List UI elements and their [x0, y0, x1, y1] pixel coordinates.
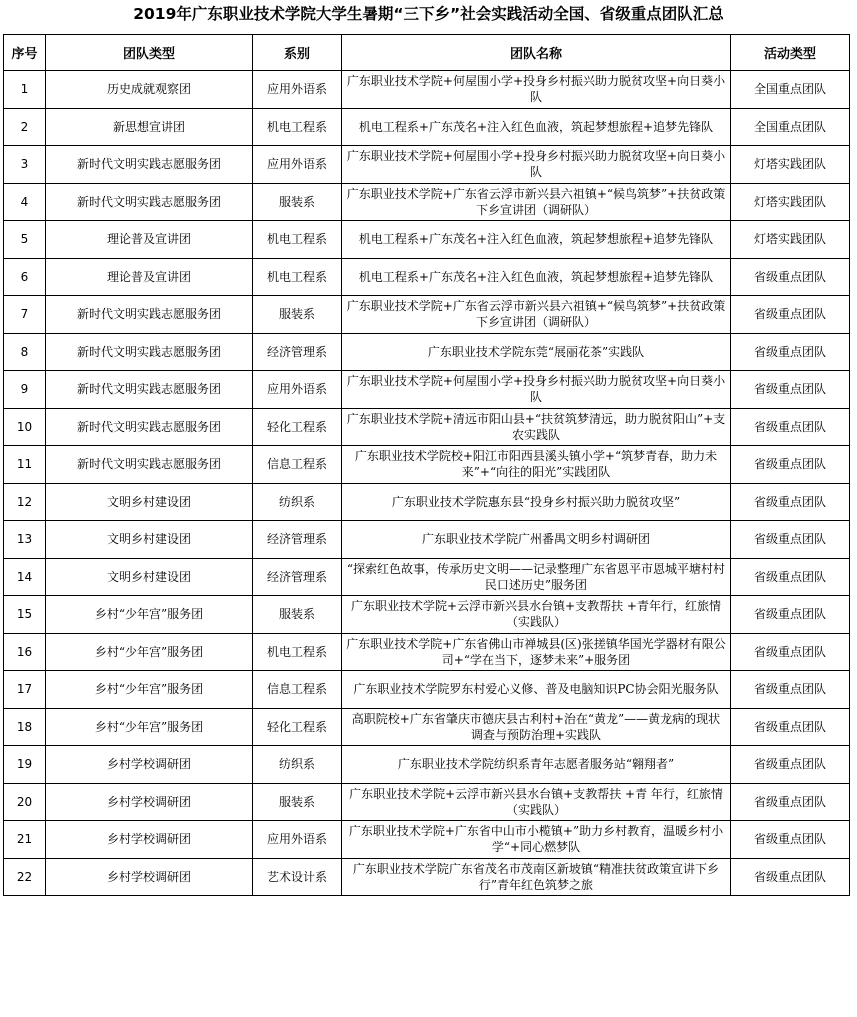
- cell-activity-type: 省级重点团队: [731, 558, 850, 596]
- cell-team-type: 新时代文明实践志愿服务团: [46, 333, 253, 371]
- cell-activity-type: 灯塔实践团队: [731, 221, 850, 259]
- cell-activity-type: 省级重点团队: [731, 633, 850, 671]
- cell-team-type: 乡村“少年宫”服务团: [46, 596, 253, 634]
- cell-team-type: 新思想宣讲团: [46, 108, 253, 146]
- cell-team-name: 广东职业技术学院校+阳江市阳西县溪头镇小学+“筑梦青春，助力未来”+“向往的阳光”实践团队: [342, 446, 731, 484]
- cell-department: 轻化工程系: [253, 708, 342, 746]
- cell-department: 应用外语系: [253, 71, 342, 109]
- cell-activity-type: 省级重点团队: [731, 483, 850, 521]
- cell-team-name: 广东职业技术学院纺织系青年志愿者服务站“翱翔者”: [342, 746, 731, 784]
- cell-serial-number: 12: [4, 483, 46, 521]
- cell-activity-type: 省级重点团队: [731, 296, 850, 334]
- table-row: [4, 446, 850, 484]
- header-team-name: 团队名称: [342, 35, 731, 71]
- cell-team-type: 新时代文明实践志愿服务团: [46, 296, 253, 334]
- table-row: [4, 708, 850, 746]
- cell-team-type: 乡村学校调研团: [46, 858, 253, 896]
- cell-activity-type: 省级重点团队: [731, 596, 850, 634]
- table-row: [4, 671, 850, 709]
- cell-department: 纺织系: [253, 483, 342, 521]
- cell-activity-type: 灯塔实践团队: [731, 146, 850, 184]
- table-row: [4, 371, 850, 409]
- table-row: [4, 821, 850, 859]
- cell-serial-number: 1: [4, 71, 46, 109]
- cell-serial-number: 3: [4, 146, 46, 184]
- cell-team-name: 广东职业技术学院广东省茂名市茂南区新坡镇“精准扶贫政策宣讲下乡行”青年红色筑梦之旅: [342, 858, 731, 896]
- cell-activity-type: 省级重点团队: [731, 371, 850, 409]
- cell-department: 服装系: [253, 296, 342, 334]
- cell-serial-number: 21: [4, 821, 46, 859]
- cell-serial-number: 20: [4, 783, 46, 821]
- cell-department: 机电工程系: [253, 221, 342, 259]
- cell-team-type: 新时代文明实践志愿服务团: [46, 446, 253, 484]
- cell-activity-type: 灯塔实践团队: [731, 183, 850, 221]
- cell-serial-number: 9: [4, 371, 46, 409]
- cell-department: 机电工程系: [253, 108, 342, 146]
- table-row: [4, 521, 850, 559]
- cell-serial-number: 15: [4, 596, 46, 634]
- cell-team-type: 乡村“少年宫”服务团: [46, 671, 253, 709]
- cell-team-name: 广东职业技术学院+何屋围小学+投身乡村振兴助力脱贫攻坚+向日葵小队: [342, 371, 731, 409]
- header-activity-type: 活动类型: [731, 35, 850, 71]
- table-row: [4, 146, 850, 184]
- cell-team-type: 文明乡村建设团: [46, 521, 253, 559]
- cell-serial-number: 11: [4, 446, 46, 484]
- cell-team-name: 广东职业技术学院+广东省佛山市禅城县(区)张搓镇华国光学器材有限公司+“学在当下，逐梦未来”+服务团: [342, 633, 731, 671]
- table-row: [4, 71, 850, 109]
- cell-activity-type: 全国重点团队: [731, 108, 850, 146]
- table-row: [4, 296, 850, 334]
- cell-activity-type: 全国重点团队: [731, 71, 850, 109]
- cell-team-name: 广东职业技术学院+清远市阳山县+“扶贫筑梦清远，助力脱贫阳山”+支农实践队: [342, 408, 731, 446]
- table-row: [4, 221, 850, 259]
- cell-team-type: 新时代文明实践志愿服务团: [46, 371, 253, 409]
- cell-serial-number: 18: [4, 708, 46, 746]
- cell-activity-type: 省级重点团队: [731, 821, 850, 859]
- cell-team-name: 广东职业技术学院+广东省中山市小榄镇+”助力乡村教育，温暖乡村小学“+同心燃梦队: [342, 821, 731, 859]
- table-row: [4, 333, 850, 371]
- table-row: [4, 408, 850, 446]
- cell-activity-type: 省级重点团队: [731, 446, 850, 484]
- header-department: 系别: [253, 35, 342, 71]
- table-row: [4, 558, 850, 596]
- cell-serial-number: 17: [4, 671, 46, 709]
- table-row: [4, 746, 850, 784]
- cell-department: 艺术设计系: [253, 858, 342, 896]
- cell-team-name: 广东职业技术学院+何屋围小学+投身乡村振兴助力脱贫攻坚+向日葵小队: [342, 146, 731, 184]
- table-row: [4, 633, 850, 671]
- cell-department: 机电工程系: [253, 258, 342, 296]
- table-row: [4, 858, 850, 896]
- cell-serial-number: 19: [4, 746, 46, 784]
- cell-team-name: 广东职业技术学院+云浮市新兴县水台镇+支教帮扶 +青年行，红旅情（实践队）: [342, 596, 731, 634]
- table-row: [4, 483, 850, 521]
- cell-team-name: 广东职业技术学院罗东村爱心义修、普及电脑知识PC协会阳光服务队: [342, 671, 731, 709]
- cell-team-name: 机电工程系+广东茂名+注入红色血液，筑起梦想旅程+追梦先锋队: [342, 108, 731, 146]
- cell-department: 纺织系: [253, 746, 342, 784]
- cell-serial-number: 22: [4, 858, 46, 896]
- cell-department: 服装系: [253, 783, 342, 821]
- cell-activity-type: 省级重点团队: [731, 521, 850, 559]
- cell-team-type: 乡村“少年宫”服务团: [46, 708, 253, 746]
- table-row: [4, 258, 850, 296]
- cell-department: 经济管理系: [253, 558, 342, 596]
- cell-serial-number: 5: [4, 221, 46, 259]
- cell-team-name: “探索红色故事，传承历史文明——记录整理广东省恩平市恩城平塘村村民口述历史”服务团: [342, 558, 731, 596]
- table-header-row: [4, 35, 850, 71]
- cell-team-type: 乡村学校调研团: [46, 821, 253, 859]
- cell-team-type: 理论普及宣讲团: [46, 258, 253, 296]
- cell-department: 应用外语系: [253, 821, 342, 859]
- cell-activity-type: 省级重点团队: [731, 858, 850, 896]
- cell-serial-number: 7: [4, 296, 46, 334]
- cell-serial-number: 13: [4, 521, 46, 559]
- cell-department: 应用外语系: [253, 371, 342, 409]
- cell-activity-type: 省级重点团队: [731, 408, 850, 446]
- header-team-type: 团队类型: [46, 35, 253, 71]
- cell-team-name: 广东职业技术学院东莞“展丽花茶”实践队: [342, 333, 731, 371]
- cell-team-name: 广东职业技术学院+云浮市新兴县水台镇+支教帮扶 +青 年行，红旅情（实践队）: [342, 783, 731, 821]
- cell-department: 轻化工程系: [253, 408, 342, 446]
- cell-serial-number: 2: [4, 108, 46, 146]
- cell-department: 机电工程系: [253, 633, 342, 671]
- cell-department: 经济管理系: [253, 521, 342, 559]
- cell-activity-type: 省级重点团队: [731, 671, 850, 709]
- cell-team-name: 广东职业技术学院+广东省云浮市新兴县六祖镇+“候鸟筑梦”+扶贫政策下乡宣讲团（调研队）: [342, 296, 731, 334]
- table-body: [4, 71, 850, 896]
- cell-department: 服装系: [253, 183, 342, 221]
- cell-activity-type: 省级重点团队: [731, 258, 850, 296]
- cell-team-name: 机电工程系+广东茂名+注入红色血液，筑起梦想旅程+追梦先锋队: [342, 258, 731, 296]
- cell-team-type: 文明乡村建设团: [46, 558, 253, 596]
- table-row: [4, 108, 850, 146]
- cell-serial-number: 14: [4, 558, 46, 596]
- cell-serial-number: 6: [4, 258, 46, 296]
- cell-team-type: 新时代文明实践志愿服务团: [46, 183, 253, 221]
- cell-serial-number: 10: [4, 408, 46, 446]
- cell-activity-type: 省级重点团队: [731, 783, 850, 821]
- cell-team-name: 广东职业技术学院广州番禺文明乡村调研团: [342, 521, 731, 559]
- cell-team-type: 乡村“少年宫”服务团: [46, 633, 253, 671]
- cell-department: 信息工程系: [253, 446, 342, 484]
- header-serial-number: 序号: [4, 35, 46, 71]
- cell-activity-type: 省级重点团队: [731, 333, 850, 371]
- cell-department: 经济管理系: [253, 333, 342, 371]
- cell-activity-type: 省级重点团队: [731, 746, 850, 784]
- cell-department: 服装系: [253, 596, 342, 634]
- cell-serial-number: 8: [4, 333, 46, 371]
- cell-team-type: 新时代文明实践志愿服务团: [46, 146, 253, 184]
- cell-team-name: 广东职业技术学院+何屋围小学+投身乡村振兴助力脱贫攻坚+向日葵小队: [342, 71, 731, 109]
- cell-team-type: 新时代文明实践志愿服务团: [46, 408, 253, 446]
- cell-team-type: 历史成就观察团: [46, 71, 253, 109]
- table-row: [4, 596, 850, 634]
- cell-team-name: 高职院校+广东省肇庆市德庆县古利村+治在“黄龙”——黄龙病的现状调查与预防治理+实践队: [342, 708, 731, 746]
- table-row: [4, 783, 850, 821]
- table-row: [4, 183, 850, 221]
- cell-team-type: 理论普及宣讲团: [46, 221, 253, 259]
- cell-team-type: 乡村学校调研团: [46, 783, 253, 821]
- document-title: 2019年广东职业技术学院大学生暑期“三下乡”社会实践活动全国、省级重点团队汇总: [133, 5, 724, 23]
- cell-serial-number: 16: [4, 633, 46, 671]
- cell-department: 信息工程系: [253, 671, 342, 709]
- cell-team-name: 广东职业技术学院惠东县“投身乡村振兴助力脱贫攻坚”: [342, 483, 731, 521]
- cell-team-name: 机电工程系+广东茂名+注入红色血液，筑起梦想旅程+追梦先锋队: [342, 221, 731, 259]
- cell-team-type: 文明乡村建设团: [46, 483, 253, 521]
- cell-serial-number: 4: [4, 183, 46, 221]
- cell-team-type: 乡村学校调研团: [46, 746, 253, 784]
- cell-team-name: 广东职业技术学院+广东省云浮市新兴县六祖镇+“候鸟筑梦”+扶贫政策下乡宣讲团（调研队）: [342, 183, 731, 221]
- cell-activity-type: 省级重点团队: [731, 708, 850, 746]
- team-summary-table: [3, 34, 850, 896]
- cell-department: 应用外语系: [253, 146, 342, 184]
